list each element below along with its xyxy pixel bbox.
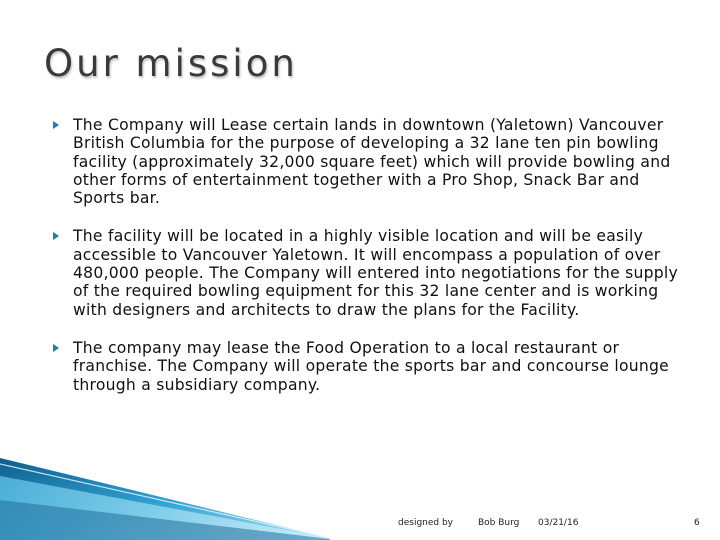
footer-designed-by: designed by: [398, 518, 454, 528]
bullet-item: [50, 227, 690, 318]
footer-date: 03/21/16: [538, 518, 579, 528]
decorative-wave-graphic: [0, 450, 330, 540]
bullet-text: The company may lease the Food Operation to a local restaurant or franchise. The Company will operate the sports bar and concourse lounge through a subsidiary company.: [73, 338, 670, 394]
bullet-arrow-icon: [53, 232, 59, 240]
bullet-list: [50, 116, 690, 414]
bullet-arrow-icon: [53, 121, 59, 129]
bullet-arrow-icon: [53, 344, 59, 352]
slide-title: Our mission: [44, 42, 298, 85]
footer-author: Bob Burg: [478, 518, 520, 528]
page-number: 6: [694, 518, 700, 528]
bullet-text: The facility will be located in a highly visible location and will be easily accessible to Vancouver Yaletown. It will encompass a population of over 480,000 people. The Company will entered into negotiations for the supply of the required bowling equipment for this 32 lane center and is working with designers and architects to draw the plans for the Facility.: [73, 227, 678, 319]
bullet-text: The Company will Lease certain lands in downtown (Yaletown) Vancouver British Columbia for the purpose of developing a 32 lane ten pin bowling facility (approximately 32,000 square feet) which will provide bowling and other forms of entertainment together with a Pro Shop, Snack Bar and Sports bar.: [73, 116, 671, 208]
bullet-item: [50, 339, 690, 394]
bullet-item: [50, 116, 690, 207]
